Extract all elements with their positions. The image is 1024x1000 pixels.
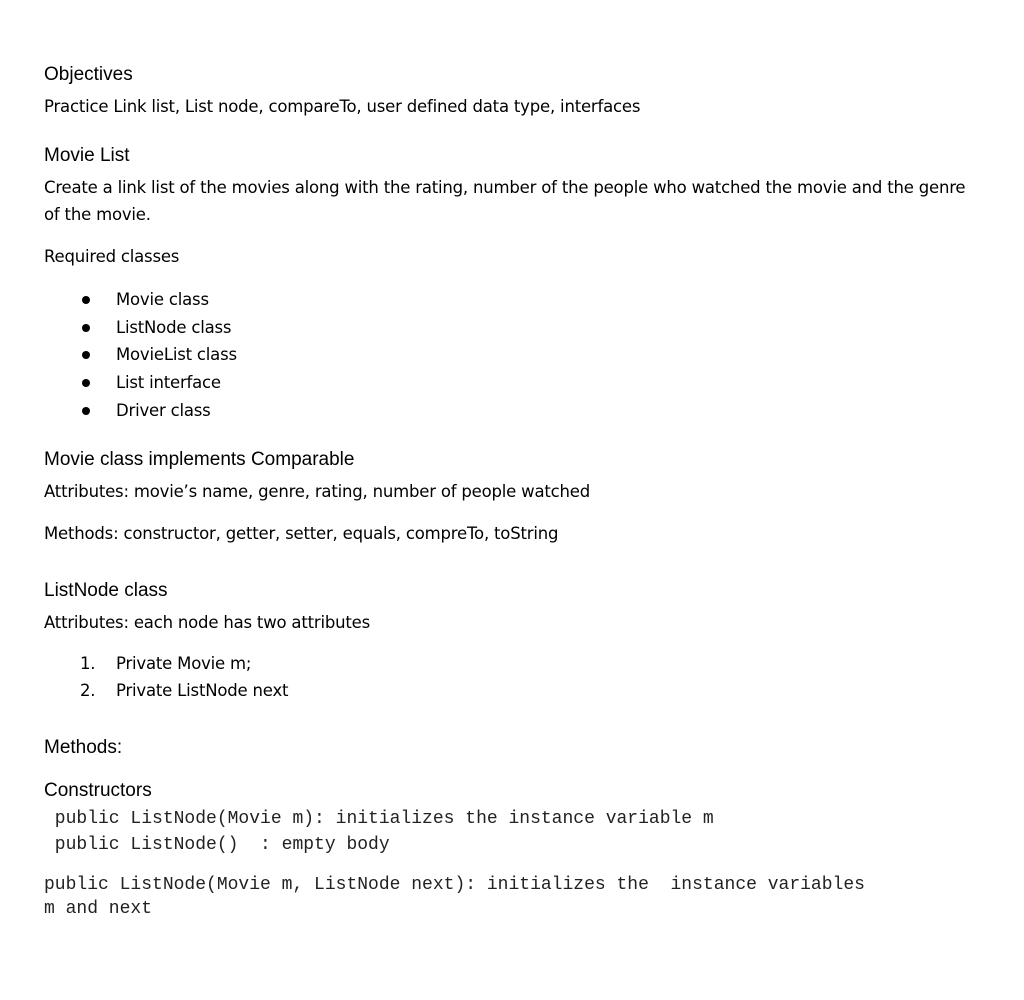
objectives-heading: Objectives (44, 64, 133, 85)
bullet-icon (82, 407, 90, 415)
objectives-text: Practice Link list, List node, compareTo, user defined data type, interfaces (44, 97, 641, 116)
list-item: List interface (44, 369, 644, 397)
required-classes-list (44, 286, 644, 425)
list-item: Movie class (44, 286, 644, 314)
code-constructor-3-line1: public ListNode(Movie m, ListNode next): initializes the instance variables (44, 875, 865, 895)
bullet-icon (82, 351, 90, 359)
list-item: 2. Private ListNode next (80, 680, 289, 700)
code-constructor-1: public ListNode(Movie m): initializes the instance variable m (44, 809, 714, 829)
movie-list-text-line2: of the movie. (44, 205, 151, 224)
constructors-heading: Constructors (44, 780, 152, 801)
movie-class-methods: Methods: constructor, getter, setter, equals, compreTo, toString (44, 524, 559, 543)
list-item: 1. Private Movie m; (80, 654, 252, 673)
bullet-icon (82, 324, 90, 332)
movie-class-heading: Movie class implements Comparable (44, 449, 355, 470)
listnode-class-attributes: Attributes: each node has two attributes (44, 613, 370, 632)
movie-class-attributes: Attributes: movie’s name, genre, rating, number of people watched (44, 482, 591, 501)
listnode-attributes-list (44, 651, 644, 704)
code-constructor-2: public ListNode() : empty body (44, 835, 390, 855)
list-item: Driver class (44, 397, 644, 425)
bullet-icon (82, 379, 90, 387)
bullet-icon (82, 296, 90, 304)
list-item: MovieList class (44, 341, 644, 369)
listnode-class-heading: ListNode class (44, 580, 168, 601)
methods-heading: Methods: (44, 737, 123, 758)
movie-list-text-line1: Create a link list of the movies along with the rating, number of the people who watched the movie and the genre (44, 178, 966, 197)
code-constructor-3-line2: m and next (44, 899, 153, 919)
list-item: ListNode class (44, 314, 644, 342)
required-classes-label: Required classes (44, 247, 180, 266)
movie-list-heading: Movie List (44, 145, 130, 166)
